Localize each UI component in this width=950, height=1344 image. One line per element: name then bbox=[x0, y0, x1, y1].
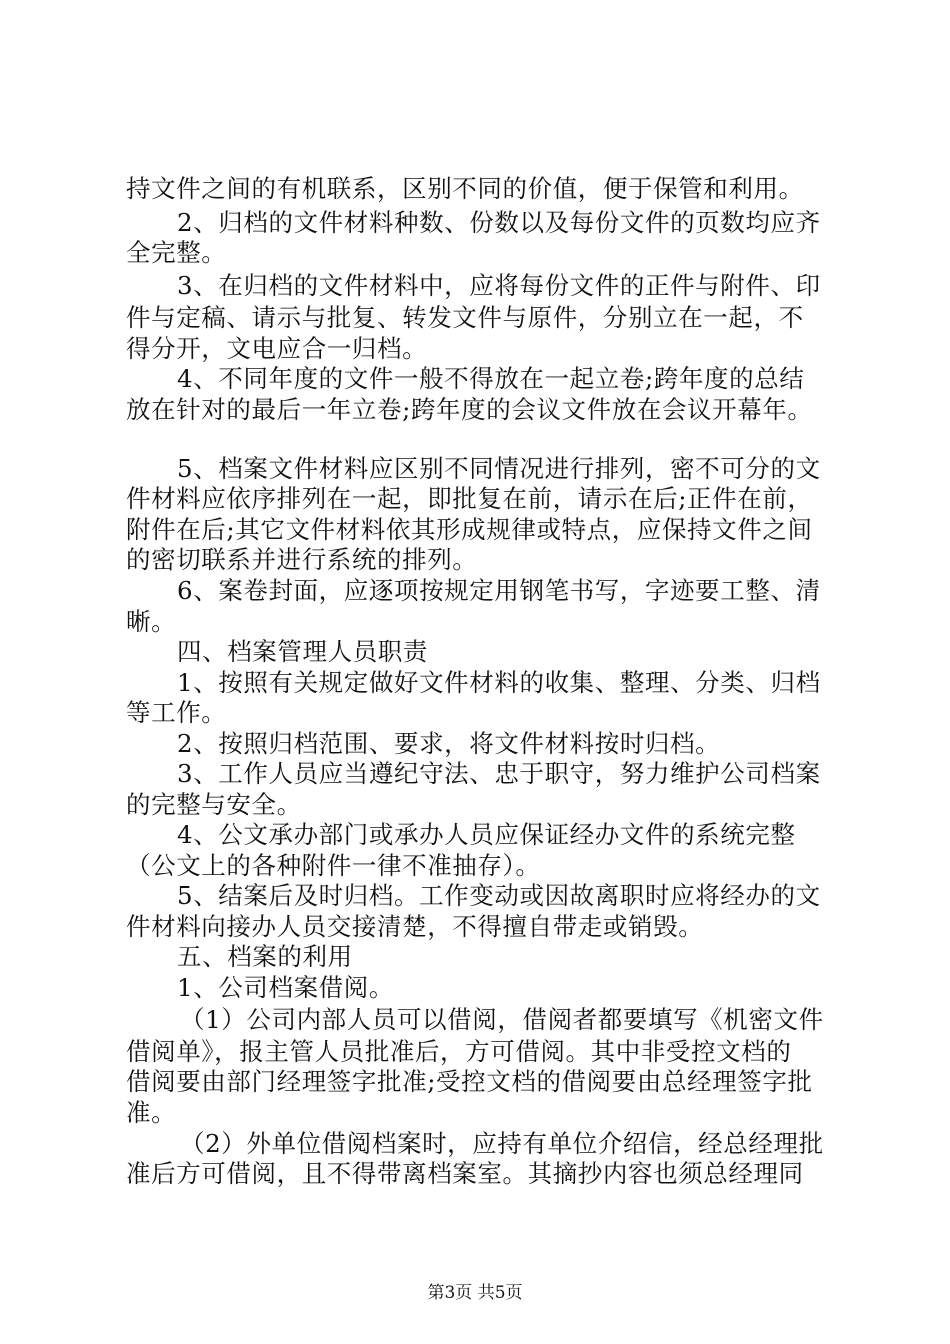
page-number-footer: 第3页 共5页 bbox=[427, 1283, 523, 1303]
text-line: 2、按照归档范围、要求，将文件材料按时归档。 bbox=[177, 729, 721, 758]
section-heading: 五、档案的利用 bbox=[177, 942, 353, 971]
text-line: 全完整。 bbox=[126, 238, 227, 267]
text-line: 3、工作人员应当遵纪守法、忠于职守，努力维护公司档案 bbox=[177, 759, 821, 788]
text-line: 4、不同年度的文件一般不得放在一起立卷;跨年度的总结 bbox=[177, 364, 805, 393]
text-line: 3、在归档的文件材料中，应将每份文件的正件与附件、印 bbox=[177, 271, 821, 300]
text-line: 借阅单》，报主管人员批准后，方可借阅。其中非受控文档的 bbox=[126, 1037, 792, 1066]
text-line: 件材料向接办人员交接清楚，不得擅自带走或销毁。 bbox=[126, 912, 704, 941]
text-line: 5、结案后及时归档。工作变动或因故离职时应将经办的文 bbox=[177, 881, 821, 910]
text-line: （1）公司内部人员可以借阅，借阅者都要填写《机密文件 bbox=[180, 1005, 824, 1034]
text-line: 附件在后;其它文件材料依其形成规律或特点，应保持文件之间 bbox=[126, 515, 813, 544]
text-line: 借阅要由部门经理签字批准;受控文档的借阅要由总经理签字批 bbox=[126, 1067, 813, 1096]
text-line: 的完整与安全。 bbox=[126, 790, 302, 819]
text-line: 的密切联系并进行系统的排列。 bbox=[126, 545, 478, 574]
text-line: 6、案卷封面，应逐项按规定用钢笔书写，字迹要工整、清 bbox=[177, 576, 821, 605]
text-line: 得分开，文电应合一归档。 bbox=[126, 334, 428, 363]
text-line: 1、按照有关规定做好文件材料的收集、整理、分类、归档 bbox=[177, 668, 821, 697]
text-line: 准后方可借阅，且不得带离档案室。其摘抄内容也须总经理同 bbox=[126, 1159, 804, 1188]
text-line: 1、公司档案借阅。 bbox=[177, 973, 394, 1002]
text-line: 2、归档的文件材料种数、份数以及每份文件的页数均应齐 bbox=[177, 208, 821, 237]
text-line: 件材料应依序排列在一起，即批复在前，请示在后;正件在前， bbox=[126, 484, 813, 513]
text-line: 持文件之间的有机联系，区别不同的价值，便于保管和利用。 bbox=[126, 174, 804, 203]
section-heading: 四、档案管理人员职责 bbox=[177, 637, 428, 666]
text-line: 4、公文承办部门或承办人员应保证经办文件的系统完整 bbox=[177, 820, 796, 849]
text-line: 5、档案文件材料应区别不同情况进行排列，密不可分的文 bbox=[177, 454, 821, 483]
text-line: 准。 bbox=[126, 1098, 177, 1127]
text-line: 晰。 bbox=[126, 607, 177, 636]
text-line: 件与定稿、请示与批复、转发文件与原件，分别立在一起，不 bbox=[126, 303, 804, 332]
text-line: （公文上的各种附件一律不准抽存）。 bbox=[126, 851, 541, 880]
text-line: （2）外单位借阅档案时，应持有单位介绍信，经总经理批 bbox=[180, 1129, 824, 1158]
text-line: 放在针对的最后一年立卷;跨年度的会议文件放在会议开幕年。 bbox=[126, 395, 813, 424]
text-line: 等工作。 bbox=[126, 698, 227, 727]
